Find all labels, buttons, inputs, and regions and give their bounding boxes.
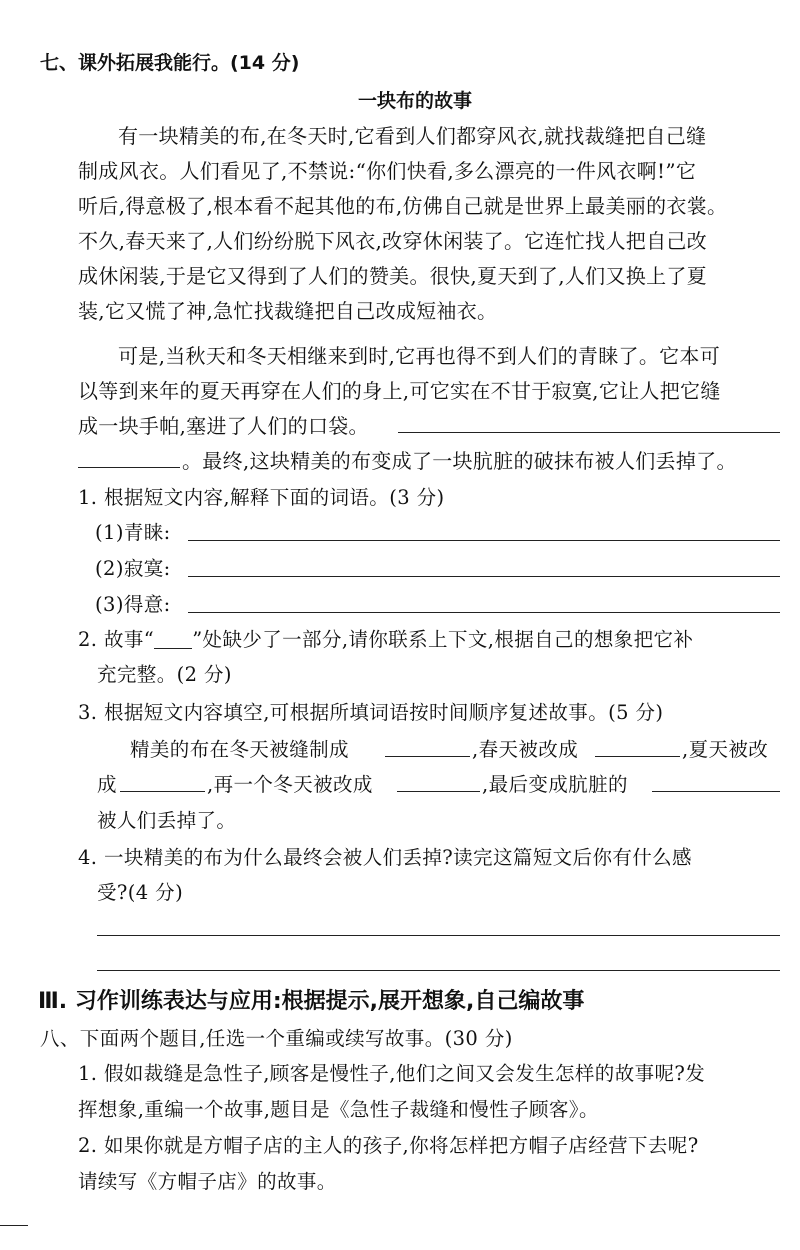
- q1-answer-line[interactable]: [188, 540, 780, 541]
- q2-post: ”处缺少了一部分,请你联系上下文,根据自己的想象把它补: [192, 628, 694, 651]
- q1-answer-line[interactable]: [188, 576, 780, 577]
- q1-item-label: (3)得意:: [95, 593, 171, 616]
- q3-blank-next-winter[interactable]: [397, 791, 480, 792]
- q3-line-1b: ,春天被改成: [472, 738, 579, 761]
- story-missing-blank[interactable]: [398, 432, 780, 433]
- q3-blank-winter[interactable]: [385, 756, 470, 757]
- section-8-item-1-line-2: 挥想象,重编一个故事,题目是《急性子裁缝和慢性子顾客》。: [78, 1098, 599, 1121]
- section-8-heading: 八、下面两个题目,任选一个重编或续写故事。(30 分): [40, 1027, 513, 1050]
- question-4-line-1: 4. 一块精美的布为什么最终会被人们丢掉?读完这篇短文后你有什么感: [78, 846, 692, 869]
- q1-item-label: (2)寂寞:: [95, 557, 171, 580]
- q4-answer-line[interactable]: [97, 970, 780, 971]
- q2-quote-blank: [154, 629, 192, 650]
- story-line: 。最终,这块精美的布变成了一块肮脏的破抹布被人们丢掉了。: [182, 449, 737, 473]
- section-8-item-2-line-2: 请续写《方帽子店》的故事。: [78, 1170, 337, 1193]
- q3-blank-spring[interactable]: [595, 756, 680, 757]
- q3-line-3: 被人们丢掉了。: [97, 809, 237, 832]
- story-line: 成一块手帕,塞进了人们的口袋。: [78, 414, 369, 438]
- q3-line-1c: ,夏天被改: [682, 738, 769, 761]
- story-title: 一块布的故事: [358, 90, 473, 112]
- q1-item-label: (1)青睐:: [95, 521, 171, 544]
- section-8-item-1-line-1: 1. 假如裁缝是急性子,顾客是慢性子,他们之间又会发生怎样的故事呢?发: [78, 1062, 706, 1085]
- q3-line-2a: 成: [97, 773, 117, 796]
- q3-line-1a: 精美的布在冬天被缝制成: [130, 738, 349, 761]
- story-line: 可是,当秋天和冬天相继来到时,它再也得不到人们的青睐了。它本可: [118, 344, 721, 368]
- story-line: 有一块精美的布,在冬天时,它看到人们都穿风衣,就找裁缝把自己缝: [118, 124, 707, 148]
- story-line: 制成风衣。人们看见了,不禁说:“你们快看,多么漂亮的一件风衣啊!”它: [78, 159, 697, 183]
- story-line: 不久,春天来了,人们纷纷脱下风衣,改穿休闲装了。它连忙找人把自己改: [78, 229, 707, 253]
- question-3-text: 3. 根据短文内容填空,可根据所填词语按时间顺序复述故事。(5 分): [78, 701, 664, 724]
- q3-line-2c: ,最后变成肮脏的: [482, 773, 628, 796]
- q3-line-2b: ,再一个冬天被改成: [207, 773, 373, 796]
- q3-blank-summer[interactable]: [120, 791, 205, 792]
- story-line: 以等到来年的夏天再穿在人们的身上,可它实在不甘于寂寞,它让人把它缝: [78, 379, 721, 403]
- q4-answer-line[interactable]: [97, 935, 780, 936]
- question-2-line-2: 充完整。(2 分): [97, 663, 232, 686]
- question-4-line-2: 受?(4 分): [97, 881, 184, 904]
- story-line: 听后,得意极了,根本看不起其他的布,仿佛自己就是世界上最美丽的衣裳。: [78, 194, 728, 218]
- story-missing-blank-cont[interactable]: [78, 467, 180, 468]
- page-edge-mark: [0, 1225, 28, 1226]
- section-7-heading: 七、课外拓展我能行。(14 分): [40, 52, 300, 74]
- q3-blank-final[interactable]: [652, 791, 780, 792]
- q2-pre: 2. 故事“: [78, 628, 155, 651]
- story-line: 装,它又慌了神,急忙找裁缝把自己改成短袖衣。: [78, 299, 498, 323]
- question-2-line-1: [78, 624, 693, 652]
- part-3-heading: Ⅲ. 习作训练表达与应用:根据提示,展开想象,自己编故事: [38, 989, 585, 1014]
- q1-answer-line[interactable]: [188, 612, 780, 613]
- section-8-item-2-line-1: 2. 如果你就是方帽子店的主人的孩子,你将怎样把方帽子店经营下去呢?: [78, 1134, 699, 1157]
- question-1-text: 1. 根据短文内容,解释下面的词语。(3 分): [78, 486, 445, 509]
- story-line: 成休闲装,于是它又得到了人们的赞美。很快,夏天到了,人们又换上了夏: [78, 264, 707, 288]
